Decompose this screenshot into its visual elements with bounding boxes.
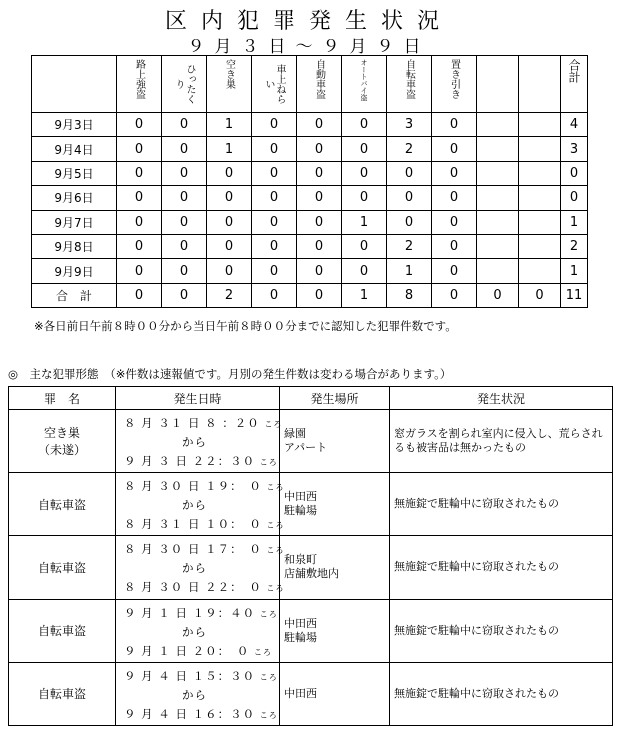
- table-cell: 0: [387, 210, 432, 234]
- col-header: 自転車盗: [387, 56, 432, 113]
- col-header: オートバイ盗: [342, 56, 387, 113]
- table-cell: 0: [297, 161, 342, 185]
- table-cell: 0: [342, 113, 387, 137]
- koro-label: ころ: [266, 521, 285, 531]
- table-cell: 0: [252, 113, 297, 137]
- table-cell: 2: [561, 234, 588, 258]
- occurrence-place: 中田西 駐輪場: [280, 473, 390, 536]
- table-cell: [519, 161, 561, 185]
- table-cell: 0: [561, 161, 588, 185]
- crime-name: 空き巣 （未遂）: [9, 410, 116, 473]
- crime-name: 自転車盗: [9, 536, 116, 599]
- table-cell: 0: [117, 161, 162, 185]
- table-cell: 0: [387, 161, 432, 185]
- table-cell: 0: [432, 234, 477, 258]
- table-cell: 0: [207, 161, 252, 185]
- occurrence-status: 無施錠で駐輪中に窃取されたもの: [390, 536, 613, 599]
- koro-label: ころ: [259, 458, 278, 467]
- table-cell: 1: [207, 113, 252, 137]
- table-cell: [519, 259, 561, 283]
- occurrence-datetime: [116, 410, 283, 473]
- row-label: 9月7日: [32, 210, 117, 234]
- table-cell: 0: [297, 210, 342, 234]
- table-cell: 0: [252, 234, 297, 258]
- table-cell: 2: [387, 234, 432, 258]
- end-datetime: ９ 月 ３ 日 ２２：３０ ころ: [124, 454, 278, 468]
- table-cell: 0: [297, 283, 342, 307]
- occurrence-place: 緑園 アパート: [280, 410, 390, 473]
- table-cell: 0: [519, 283, 561, 307]
- cases-section-heading: ◎ 主な犯罪形態 （※件数は速報値です。月別の発生件数は変わる場合があります。）: [8, 367, 452, 381]
- table-cell: 0: [432, 283, 477, 307]
- koro-label: ころ: [266, 483, 285, 493]
- table-cell: 0: [117, 113, 162, 137]
- from-label: から: [182, 498, 207, 513]
- table-cell: 0: [342, 161, 387, 185]
- col-header: 路上強盗: [117, 56, 162, 113]
- table-cell: 1: [561, 259, 588, 283]
- table-cell: 0: [342, 137, 387, 161]
- occurrence-datetime: [116, 662, 280, 725]
- table-cell: 2: [387, 137, 432, 161]
- table-row: [32, 137, 588, 161]
- table-row: [32, 161, 588, 185]
- table-cell: 1: [342, 283, 387, 307]
- stats-corner-cell: [32, 56, 117, 113]
- col-header-total: 合計: [561, 56, 588, 113]
- row-label: 9月9日: [32, 259, 117, 283]
- table-cell: 0: [342, 234, 387, 258]
- col-header: 発生日時: [116, 387, 280, 410]
- table-cell: 0: [297, 259, 342, 283]
- occurrence-datetime: [116, 473, 285, 536]
- occurrence-place: 和泉町 店舗敷地内: [280, 536, 390, 599]
- col-header: 自動車盗: [297, 56, 342, 113]
- table-cell: [519, 186, 561, 210]
- col-header: 空き巣: [207, 56, 252, 113]
- start-datetime: ８ 月 ３０ 日 １９： ０ ころ: [124, 479, 285, 494]
- table-cell: 0: [162, 283, 207, 307]
- col-header: ひったくり: [162, 56, 207, 113]
- table-row: [9, 599, 613, 662]
- koro-label: ころ: [266, 546, 285, 556]
- row-label: 9月4日: [32, 137, 117, 161]
- row-label: 9月3日: [32, 113, 117, 137]
- crime-name: 自転車盗: [9, 599, 116, 662]
- table-cell: 0: [252, 186, 297, 210]
- koro-label: ころ: [259, 609, 278, 619]
- row-label: 9月6日: [32, 186, 117, 210]
- crime-cases-table: [8, 386, 613, 726]
- from-label: から: [182, 624, 207, 639]
- start-datetime: ９ 月 ４ 日 １５：３０ ころ: [124, 668, 278, 683]
- table-cell: 0: [342, 186, 387, 210]
- table-cell: [477, 259, 519, 283]
- col-header: [477, 56, 519, 113]
- from-label: から: [182, 561, 207, 576]
- table-cell: 3: [561, 137, 588, 161]
- table-cell: 0: [117, 186, 162, 210]
- table-cell: 0: [342, 259, 387, 283]
- table-cell: 0: [387, 186, 432, 210]
- occurrence-datetime: [116, 599, 280, 662]
- table-cell: [477, 137, 519, 161]
- col-header: 置き引き: [432, 56, 477, 113]
- table-cell: 0: [207, 210, 252, 234]
- table-cell: 0: [117, 210, 162, 234]
- table-cell: 0: [162, 161, 207, 185]
- table-row: [32, 283, 588, 307]
- table-row: [32, 186, 588, 210]
- table-cell: [477, 161, 519, 185]
- date-range-subtitle: ９月３日～９月９日: [187, 37, 431, 57]
- table-cell: 0: [432, 161, 477, 185]
- table-cell: 0: [252, 137, 297, 161]
- table-cell: 0: [117, 137, 162, 161]
- table-cell: [519, 137, 561, 161]
- table-row: [9, 662, 613, 725]
- table-cell: 0: [252, 259, 297, 283]
- table-cell: 8: [387, 283, 432, 307]
- table-cell: 4: [561, 113, 588, 137]
- koro-label: ころ: [254, 647, 273, 657]
- table-cell: 0: [207, 259, 252, 283]
- table-row: [32, 259, 588, 283]
- table-cell: 0: [162, 210, 207, 234]
- occurrence-status: 無施錠で駐輪中に窃取されたもの: [390, 662, 613, 725]
- end-datetime: ８ 月 ３０ 日 ２２： ０ ころ: [124, 580, 285, 595]
- koro-label: ころ: [266, 584, 285, 594]
- table-cell: 1: [342, 210, 387, 234]
- table-cell: [477, 113, 519, 137]
- table-cell: [519, 113, 561, 137]
- crime-stats-table: [31, 55, 588, 308]
- table-cell: 0: [432, 186, 477, 210]
- start-datetime: ８ 月 ３１ 日 ８ ：２０ ころ: [124, 416, 283, 430]
- col-header: 罪 名: [9, 387, 116, 410]
- row-label: 9月8日: [32, 234, 117, 258]
- table-cell: 0: [432, 210, 477, 234]
- table-row: [32, 234, 588, 258]
- table-cell: 0: [162, 234, 207, 258]
- table-row: [9, 410, 613, 473]
- table-cell: 0: [297, 186, 342, 210]
- occurrence-datetime: [116, 536, 285, 599]
- table-cell: 0: [207, 234, 252, 258]
- end-datetime: ８ 月 ３１ 日 １０： ０ ころ: [124, 517, 285, 532]
- start-datetime: ８ 月 ３０ 日 １７： ０ ころ: [124, 542, 285, 557]
- table-cell: 0: [561, 186, 588, 210]
- table-cell: 0: [162, 113, 207, 137]
- koro-label: ころ: [259, 710, 278, 720]
- table-cell: [477, 186, 519, 210]
- table-cell: 11: [561, 283, 588, 307]
- table-cell: 0: [477, 283, 519, 307]
- table-cell: 0: [162, 259, 207, 283]
- table-cell: [519, 234, 561, 258]
- koro-label: ころ: [259, 672, 278, 682]
- table-row: [32, 113, 588, 137]
- table-cell: 0: [252, 210, 297, 234]
- table-row: [32, 210, 588, 234]
- col-header: [519, 56, 561, 113]
- table-cell: 0: [252, 161, 297, 185]
- table-cell: 0: [432, 259, 477, 283]
- end-datetime: ９ 月 １ 日 ２０： ０ ころ: [124, 643, 273, 658]
- table-cell: 0: [252, 283, 297, 307]
- start-datetime: ９ 月 １ 日 １９：４０ ころ: [124, 605, 278, 620]
- col-header: 発生場所: [280, 387, 390, 410]
- table-cell: 0: [162, 186, 207, 210]
- table-cell: [477, 210, 519, 234]
- table-row: [9, 536, 613, 599]
- table-cell: 0: [162, 137, 207, 161]
- table-cell: 0: [117, 234, 162, 258]
- table-row: [9, 473, 613, 536]
- occurrence-place: 中田西: [280, 662, 390, 725]
- occurrence-status: 無施錠で駐輪中に窃取されたもの: [390, 473, 613, 536]
- page-title: 区内犯罪発生状況: [164, 9, 453, 34]
- footnote: ※各日前日午前８時００分から当日午前８時００分までに認知した犯罪件数です。: [34, 319, 457, 333]
- from-label: から: [182, 687, 207, 702]
- table-cell: 1: [207, 137, 252, 161]
- occurrence-status: 窓ガラスを割られ室内に侵入し、荒らされるも被害品は無かったもの: [390, 410, 613, 473]
- table-cell: 2: [207, 283, 252, 307]
- table-cell: 0: [297, 113, 342, 137]
- occurrence-place: 中田西 駐輪場: [280, 599, 390, 662]
- table-cell: 0: [117, 283, 162, 307]
- table-cell: 0: [432, 137, 477, 161]
- row-label: 9月5日: [32, 161, 117, 185]
- table-cell: 3: [387, 113, 432, 137]
- end-datetime: ９ 月 ４ 日 １６：３０ ころ: [124, 706, 278, 721]
- table-cell: 0: [297, 137, 342, 161]
- from-label: から: [182, 435, 207, 449]
- table-cell: [477, 234, 519, 258]
- row-label: 合 計: [32, 283, 117, 307]
- table-cell: 0: [207, 186, 252, 210]
- koro-label: ころ: [264, 420, 283, 429]
- col-header: 車上ねらい: [252, 56, 297, 113]
- crime-name: 自転車盗: [9, 473, 116, 536]
- table-cell: [519, 210, 561, 234]
- occurrence-status: 無施錠で駐輪中に窃取されたもの: [390, 599, 613, 662]
- col-header: 発生状況: [390, 387, 613, 410]
- table-cell: 0: [297, 234, 342, 258]
- table-cell: 1: [561, 210, 588, 234]
- table-cell: 1: [387, 259, 432, 283]
- table-cell: 0: [432, 113, 477, 137]
- table-cell: 0: [117, 259, 162, 283]
- crime-name: 自転車盗: [9, 662, 116, 725]
